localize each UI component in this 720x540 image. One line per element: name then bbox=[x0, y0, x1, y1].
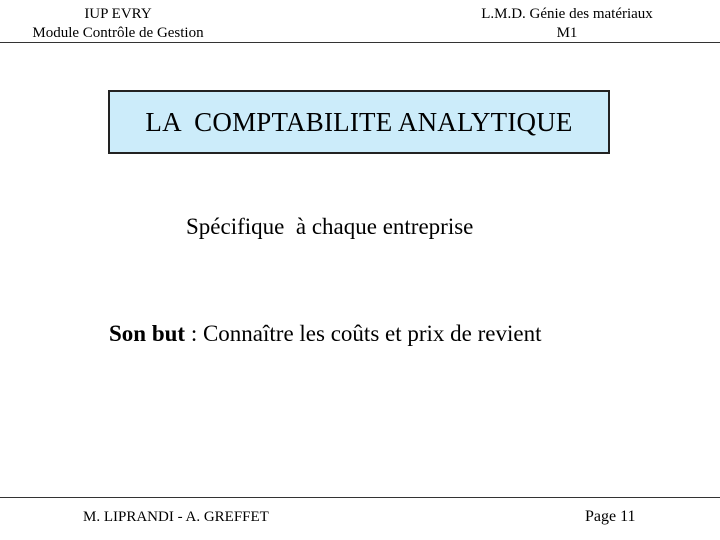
header-module: Module Contrôle de Gestion bbox=[32, 25, 204, 41]
header-divider bbox=[0, 42, 720, 43]
goal-label: Son but bbox=[109, 321, 186, 346]
header-program: L.M.D. Génie des matériaux bbox=[481, 6, 653, 22]
goal-text: : Connaître les coûts et prix de revient bbox=[185, 321, 542, 346]
footer-divider bbox=[0, 497, 720, 498]
header-left bbox=[18, 5, 218, 43]
header-right bbox=[460, 5, 674, 43]
header-institution: IUP EVRY bbox=[84, 6, 152, 22]
page-number: Page 11 bbox=[585, 508, 636, 525]
goal-line bbox=[109, 321, 541, 347]
slide-title: LA COMPTABILITE ANALYTIQUE bbox=[145, 106, 573, 137]
footer-authors: M. LIPRANDI - A. GREFFET bbox=[83, 509, 269, 525]
header-level: M1 bbox=[556, 25, 578, 41]
title-box bbox=[108, 90, 610, 154]
specific-text: Spécifique à chaque entreprise bbox=[186, 214, 474, 239]
